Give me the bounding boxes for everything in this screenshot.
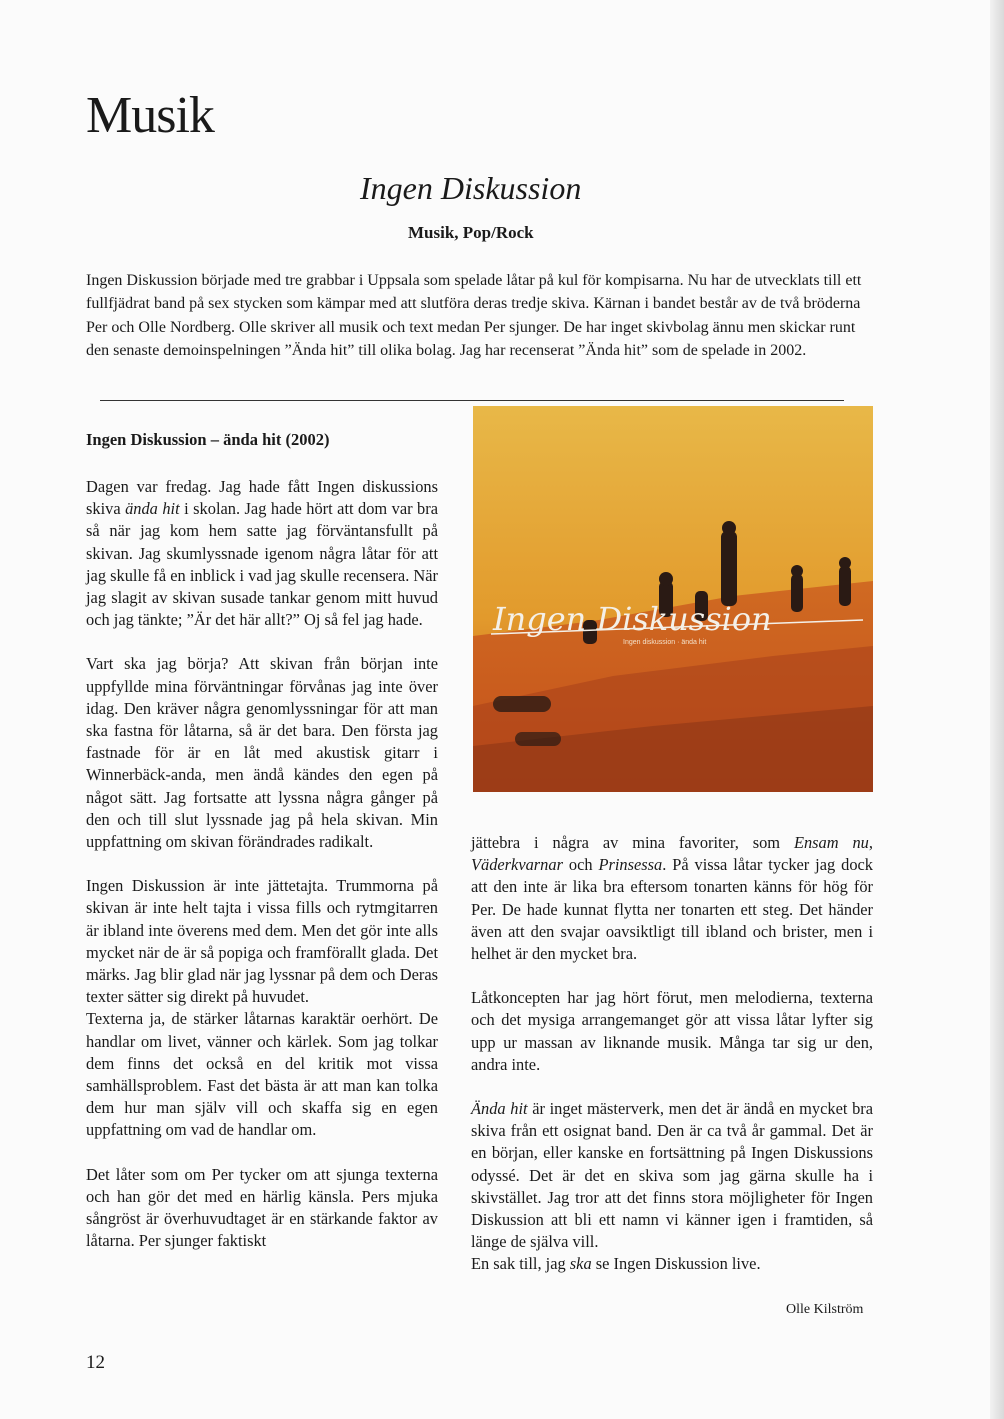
genre-label: Musik, Pop/Rock [408, 223, 534, 242]
album-cover-art [473, 406, 873, 792]
album-title: ända hit [125, 499, 180, 519]
song-title: Ensam nu [793, 833, 869, 852]
album-cover [473, 406, 873, 792]
review-paragraph: Ingen Diskussion är inte jättetajta. Trummorna på skivan är inte helt tajta i vissa fills och rytmgitarren är ibland inte överens med dem. Men det gör inte alls mycket när de är så popiga och framförallt glada. Det märks. Jag blir glad när jag lyssnar på dem och Deras texter sätter sig direkt på huvudet. [86, 876, 438, 1007]
divider-rule [100, 400, 844, 401]
cover-subtitle: Ingen diskussion · ända hit [623, 639, 707, 646]
review-paragraph: jättebra i några av mina favoriter, som Ensam nu, Väderkvarnar och Prinsessa. På vissa låtar tycker jag dock att den inte är lika bra eftersom tonarten känns för hög för Per. De hade kunnat flytta ner tonarten ett steg. Det händer även att den svajar oavsiktligt till ibland och brister, men i helhet är den mycket bra. [471, 833, 873, 964]
review-paragraph: Vart ska jag börja? Att skivan från början inte uppfyllde mina förväntningar förvånas jag inte över idag. Den kräver några genomlyssningar för att man ska fastna för låtarna, så är det bara. Den första jag fastnade för är en låt med akustisk gitarr i Winnerbäck-anda, men ändå kändes den egen på något sätt. Jag fortsatte att lyssna några gånger på den och till slut lyssnade jag på hela skivan. Min uppfattning om skivan förändrades radikalt. [86, 654, 438, 852]
review-paragraph: Dagen var fredag. Jag hade fått Ingen diskussions skiva ända hit i skolan. Jag hade hört att dom var bra så när jag kom hem satte jag förväntansfullt på skivan. Jag skumlyssnade igenom några låtar för att jag skulle få en inblick i vad jag skulle recensera. När jag slagit av skivan susade tankar genom mitt huvud och jag tänkte; ”Är det här allt?” Oj så fel jag hade. [86, 477, 438, 630]
article-title: Ingen Diskussion [360, 170, 582, 206]
review-paragraph: Ända hit är inget mästerverk, men det är ändå en mycket bra skiva från ett osignat band. Den är ca två år gammal. Det är en början, eller kanske en fortsättning på Ingen Diskussions odyssé. Det är det en skiva som jag gärna skulle ha i skivstället. Jag tror att det finns stora möjligheter för Ingen Diskussion att bli ett namn vi känner igen i framtiden, så länge de själva vill. [471, 1099, 873, 1252]
review-paragraph: Låtkoncepten har jag hört förut, men melodierna, texterna och det mysiga arrangemanget gör att vissa låtar lyfter sig upp ur massan av liknande musik. Många tar sig ur den, andra inte. [471, 988, 873, 1074]
review-heading: Ingen Diskussion – ända hit (2002) [86, 430, 330, 449]
album-title: Ända hit [471, 1099, 528, 1119]
song-title: Prinsessa [598, 855, 663, 875]
song-title: Väderkvarnar [471, 855, 563, 875]
review-paragraph: Texterna ja, de stärker låtarnas karaktär oerhört. De handlar om livet, vänner och kärlek. Som jag tolkar dem finns det också en del kritik mot vissa samhällsproblem. Fast det bästa är att man kan tolka dem hur man själv vill och skaffa sig en egen uppfattning om vad de handlar om. [86, 1009, 438, 1140]
review-paragraph: En sak till, jag ska se Ingen Diskussion live. [471, 1254, 761, 1274]
section-title: Musik [86, 87, 214, 144]
band-logo: Ingen Diskussion [493, 600, 772, 638]
right-column [471, 832, 873, 1298]
page-number: 12 [86, 1352, 105, 1373]
review-paragraph: Det låter som om Per tycker om att sjunga texterna och han gör det med en härlig känsla. Pers mjuka sångröst är överhuvudtaget är en stärkande faktor av låtarna. Per sjunger faktiskt [86, 1164, 438, 1251]
author-signature: Olle Kilström [786, 1302, 864, 1317]
page-edge [990, 0, 1004, 1419]
article-intro: Ingen Diskussion började med tre grabbar i Uppsala som spelade låtar på kul för kompisarna. Nu har de utvecklats till ett fullfjädrat band på sex stycken som kämpar med att slutföra deras tredje skiva. Kärnan i bandet består av de två bröderna Per och Olle Nordberg. Olle skriver all musik och text medan Per sjunger. De har inget skivbolag ännu men skickar runt den senaste demoinspelningen ”Ända hit” till olika bolag. Jag har recenserat ”Ända hit” som de spelade in 2002. [86, 272, 862, 360]
left-column [86, 476, 438, 1275]
emphasis: ska [569, 1254, 592, 1274]
